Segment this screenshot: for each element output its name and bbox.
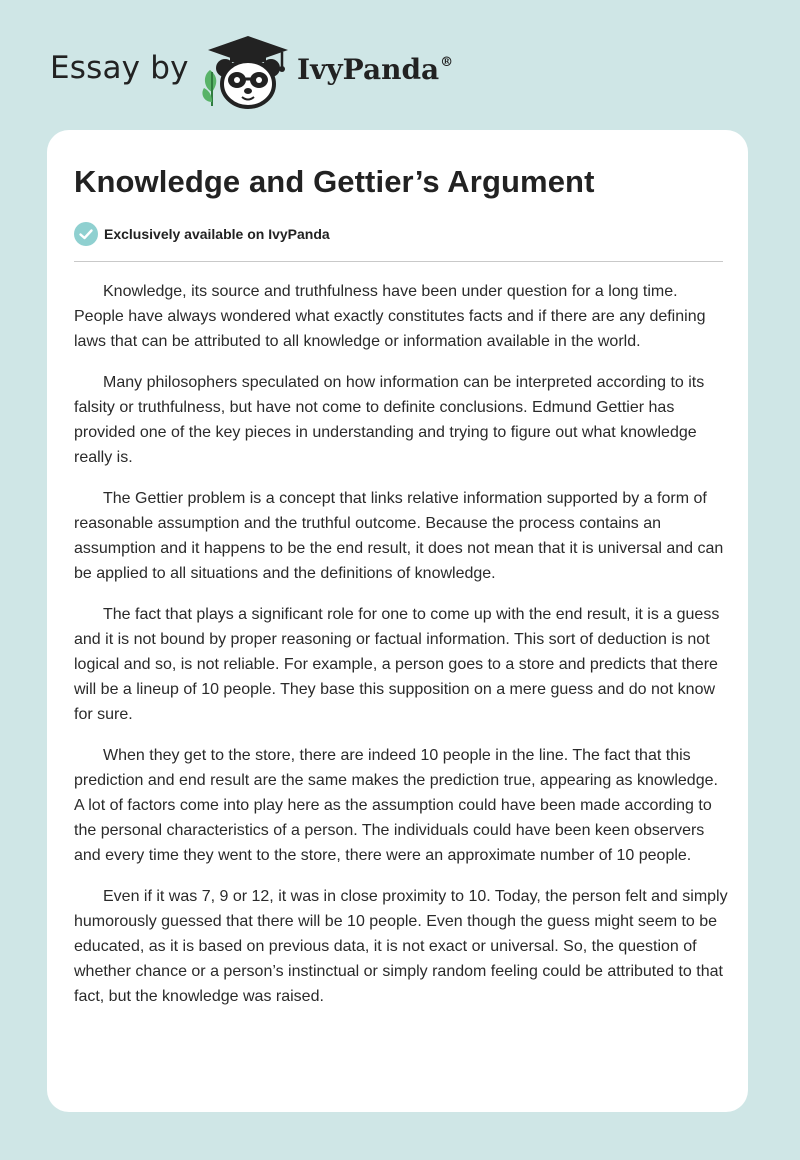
exclusive-badge [74, 222, 330, 246]
essay-title: Knowledge and Gettier’s Argument [74, 164, 595, 199]
essay-body [74, 279, 729, 1025]
paragraph: The Gettier problem is a concept that links relative information supported by a form of reasonable assumption and the truthful outcome. Because the process contains an assumption and it happens to be the end result, it does not mean that it is universal and can be applied to all situations and the definitions of knowledge. [74, 490, 724, 582]
brand-name[interactable]: IvyPanda® [297, 53, 454, 86]
paragraph: Knowledge, its source and truthfulness have been under question for a long time. People have always wondered what exactly constitutes facts and if there are any defining laws that can be attributed to all knowledge or information available in the world. [74, 283, 706, 350]
divider [74, 261, 723, 262]
exclusive-badge-label: Exclusively available on IvyPanda [104, 226, 330, 242]
ivypanda-logo-icon[interactable] [200, 34, 296, 110]
paragraph: Even if it was 7, 9 or 12, it was in close proximity to 10. Today, the person felt and simply humorously guessed that there will be 10 people. Even though the guess might seem to be educated, as it is based on previous data, it is not exact or universal. So, the question of whether chance or a person’s instinctual or simply random feeling could be attributed to that fact, but the knowledge was raised. [74, 888, 728, 1005]
paragraph: When they get to the store, there are indeed 10 people in the line. The fact that this prediction and end result are the same makes the prediction true, appearing as knowledge. A lot of factors come into play here as the assumption could have been made according to the personal characteristics of a person. The individuals could have been keen observers and every time they went to the store, there were an approximate number of 10 people. [74, 747, 718, 864]
paragraph: Many philosophers speculated on how information can be interpreted according to its falsity or truthfulness, but have not come to definite conclusions. Edmund Gettier has provided one of the key pieces in understanding and trying to figure out what knowledge really is. [74, 374, 705, 466]
essay-card [47, 130, 748, 1112]
essay-by-label: Essay by [50, 50, 189, 86]
registered-mark: ® [440, 54, 454, 70]
paragraph: The fact that plays a significant role for one to come up with the end result, it is a guess and it is not bound by proper reasoning or factual information. This sort of deduction is not logical and so, is not reliable. For example, a person goes to a store and predicts that there will be a lineup of 10 people. They base this supposition on a mere guess and do not know for sure. [74, 606, 720, 723]
check-circle-icon [74, 222, 98, 246]
site-header [0, 0, 800, 130]
